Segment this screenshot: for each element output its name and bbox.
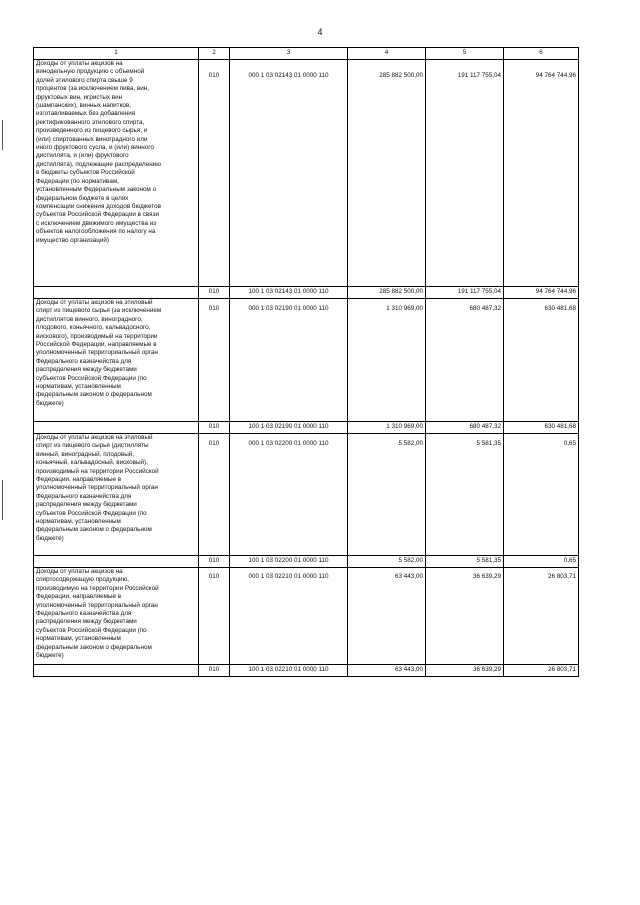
executed-amount: 191 117 755,04 [426,72,504,287]
approved-amount: 63 443,00 [348,665,426,677]
table-row [34,422,579,434]
unexecuted-amount: 94 764 744,96 [504,287,579,299]
budget-classification-code: 000 1 03 02210 01 0000 110 [230,573,348,665]
line-code: 010 [199,422,230,434]
column-number-row [34,48,579,60]
executed-amount: 680 487,32 [426,422,504,434]
revenue-description: Доходы от уплаты акцизов на винодельную продукцию с объемной долей этилового спирта свыше 9 процентов (за исключением пива, вин, фруктовых вин, игристых вин (шампанских), винных напитков, изготавливаемых без добавления ректификованного этилового спирта, произведенного из пищевого сырья, и (или) спиртованных виноградного или иного фруктового сусла, и (или) винного дистиллята, и (или) фруктового дистиллята), подлежащие распределению в бюджеты субъектов Российской Федерации (по нормативам, установленным Федеральным законом о федеральном бюджете в целях компенсации снижения доходов бюджетов субъектов Российской Федерации в связи с исключением движимого имущества из объектов налогообложения по налогу на имущество организаций) [34,60,199,287]
revenue-description: Доходы от уплаты акцизов на спиртосодержащую продукцию, производимую на территории Российской Федерации, направляемые в уполномоченный территориальный орган Федерального казначейства для распределения между бюджетами субъектов Российской Федерации (по нормативам, установленным федеральным законом о федеральном бюджете) [34,568,199,665]
column-header: 1 [34,48,199,60]
line-code: 010 [199,72,230,287]
budget-classification-code: 000 1 03 02143 01 0000 110 [230,72,348,287]
executed-amount: 36 639,29 [426,665,504,677]
column-header: 3 [230,48,348,60]
unexecuted-amount: 94 764 744,96 [504,72,579,287]
table-row [34,287,579,299]
table-row [34,556,579,568]
column-header: 4 [348,48,426,60]
revenue-description: Доходы от уплаты акцизов на этиловый спирт из пищевого сырья (за исключением дистиллятов винного, виноградного, плодового, коньячного, кальвадосного, вискового), производимый на территории Российской Федерации, направляемые в уполномоченный территориальный орган Федерального казначейства для распределения между бюджетами субъектов Российской Федерации (по нормативам, установленным федеральным законом о федеральном бюджете) [34,299,199,422]
budget-classification-code: 100 1 03 02143 01 0000 110 [230,287,348,299]
approved-amount: 285 882 500,00 [348,287,426,299]
page-number: 4 [317,27,323,37]
approved-amount: 285 882 500,00 [348,72,426,287]
budget-classification-code: 100 1 03 02210 01 0000 110 [230,665,348,677]
unexecuted-amount: 0,65 [504,440,579,556]
column-header: 5 [426,48,504,60]
approved-amount: 5 582,00 [348,440,426,556]
line-code: 010 [199,665,230,677]
executed-amount: 5 581,35 [426,440,504,556]
executed-amount: 191 117 755,04 [426,287,504,299]
budget-classification-code: 000 1 03 02200 01 0000 110 [230,440,348,556]
budget-classification-code: 100 1 03 02200 01 0000 110 [230,556,348,568]
budget-classification-code: 000 1 03 02190 01 0000 110 [230,305,348,421]
unexecuted-amount: 630 481,68 [504,422,579,434]
unexecuted-amount: 0,65 [504,556,579,568]
line-code: 010 [199,556,230,568]
unexecuted-amount: 26 803,71 [504,665,579,677]
line-code: 010 [199,287,230,299]
approved-amount: 1 310 969,00 [348,422,426,434]
revenue-table [33,47,579,677]
table-row [34,60,579,72]
column-header: 2 [199,48,230,60]
line-code: 010 [199,573,230,665]
approved-amount: 1 310 969,00 [348,305,426,421]
table-row [34,665,579,677]
unexecuted-amount: 26 803,71 [504,573,579,665]
budget-classification-code: 100 1 03 02190 01 0000 110 [230,422,348,434]
scan-edge-line [2,120,3,150]
column-header: 6 [504,48,579,60]
approved-amount: 63 443,00 [348,573,426,665]
line-code: 010 [199,305,230,421]
line-code: 010 [199,440,230,556]
unexecuted-amount: 630 481,68 [504,305,579,421]
executed-amount: 680 487,32 [426,305,504,421]
revenue-description: Доходы от уплаты акцизов на этиловый спирт из пищевого сырья (дистилляты винный, виноградный, плодовый, коньячный, кальвадосный, висковый), производимый на территории Российской Федерации, направляемые в уполномоченный территориальный орган Федерального казначейства для распределения между бюджетами субъектов Российской Федерации (по нормативам, установленным федеральным законом о федеральном бюджете) [34,434,199,556]
approved-amount: 5 582,00 [348,556,426,568]
executed-amount: 5 581,35 [426,556,504,568]
executed-amount: 36 639,29 [426,573,504,665]
scan-edge-line [2,480,3,520]
